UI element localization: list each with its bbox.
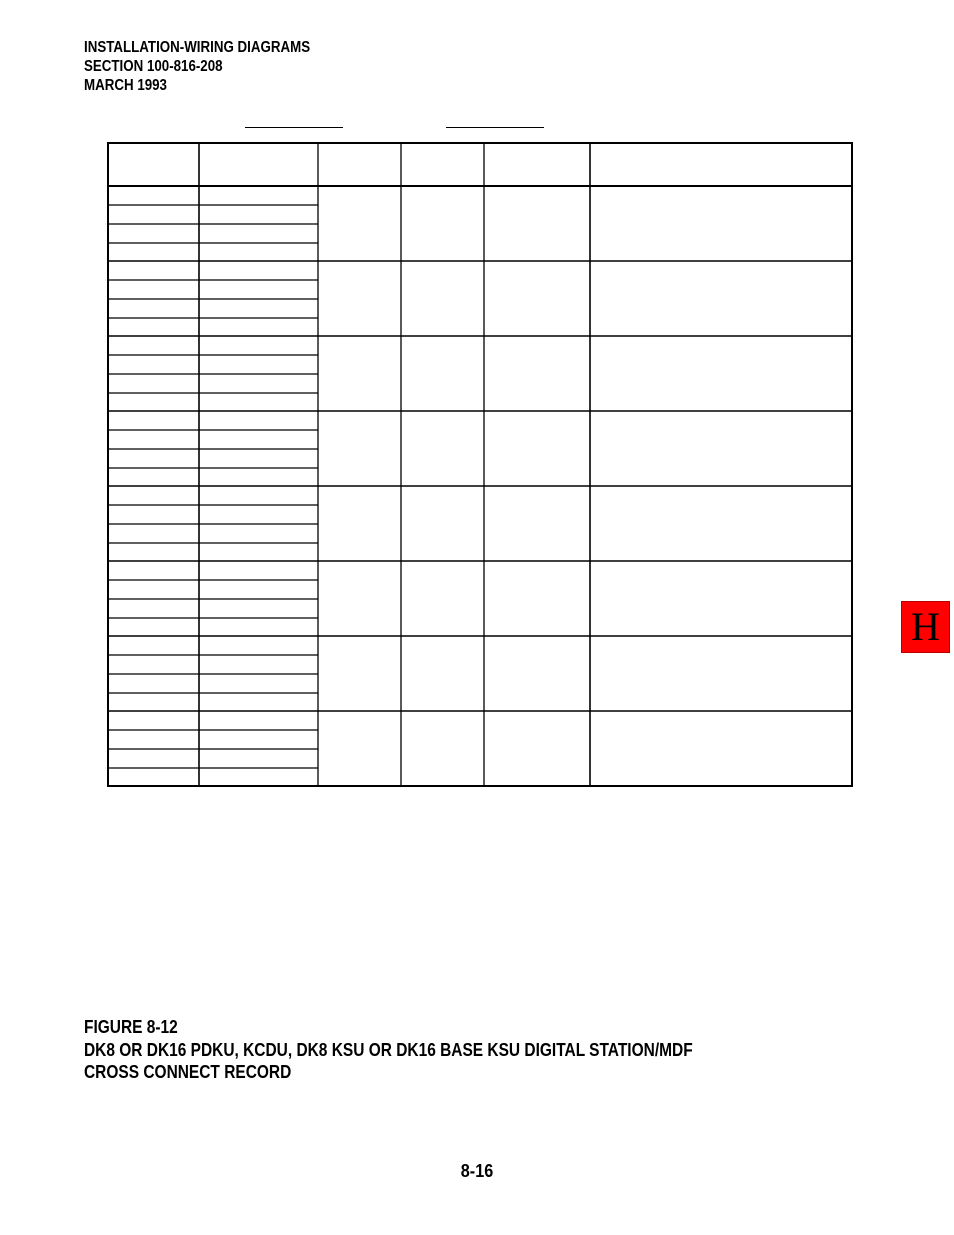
figure-title-line2: CROSS CONNECT RECORD bbox=[84, 1062, 292, 1082]
figure-caption bbox=[84, 1016, 693, 1084]
table-border bbox=[108, 143, 852, 786]
fill-in-blank-right[interactable] bbox=[446, 127, 544, 128]
fill-in-blank-left[interactable] bbox=[245, 127, 343, 128]
header-title: INSTALLATION-WIRING DIAGRAMS bbox=[84, 39, 311, 56]
figure-title-line1: DK8 OR DK16 PDKU, KCDU, DK8 KSU OR DK16 BASE KSU DIGITAL STATION/MDF bbox=[84, 1039, 693, 1060]
document-header bbox=[84, 38, 310, 95]
section-tab-h[interactable] bbox=[901, 601, 950, 653]
section-tab-letter: H bbox=[911, 604, 940, 649]
header-section: SECTION 100-816-208 bbox=[84, 58, 223, 75]
header-date: MARCH 1993 bbox=[84, 77, 167, 94]
figure-number: FIGURE 8-12 bbox=[84, 1017, 178, 1037]
page-number: 8-16 bbox=[460, 1161, 494, 1181]
